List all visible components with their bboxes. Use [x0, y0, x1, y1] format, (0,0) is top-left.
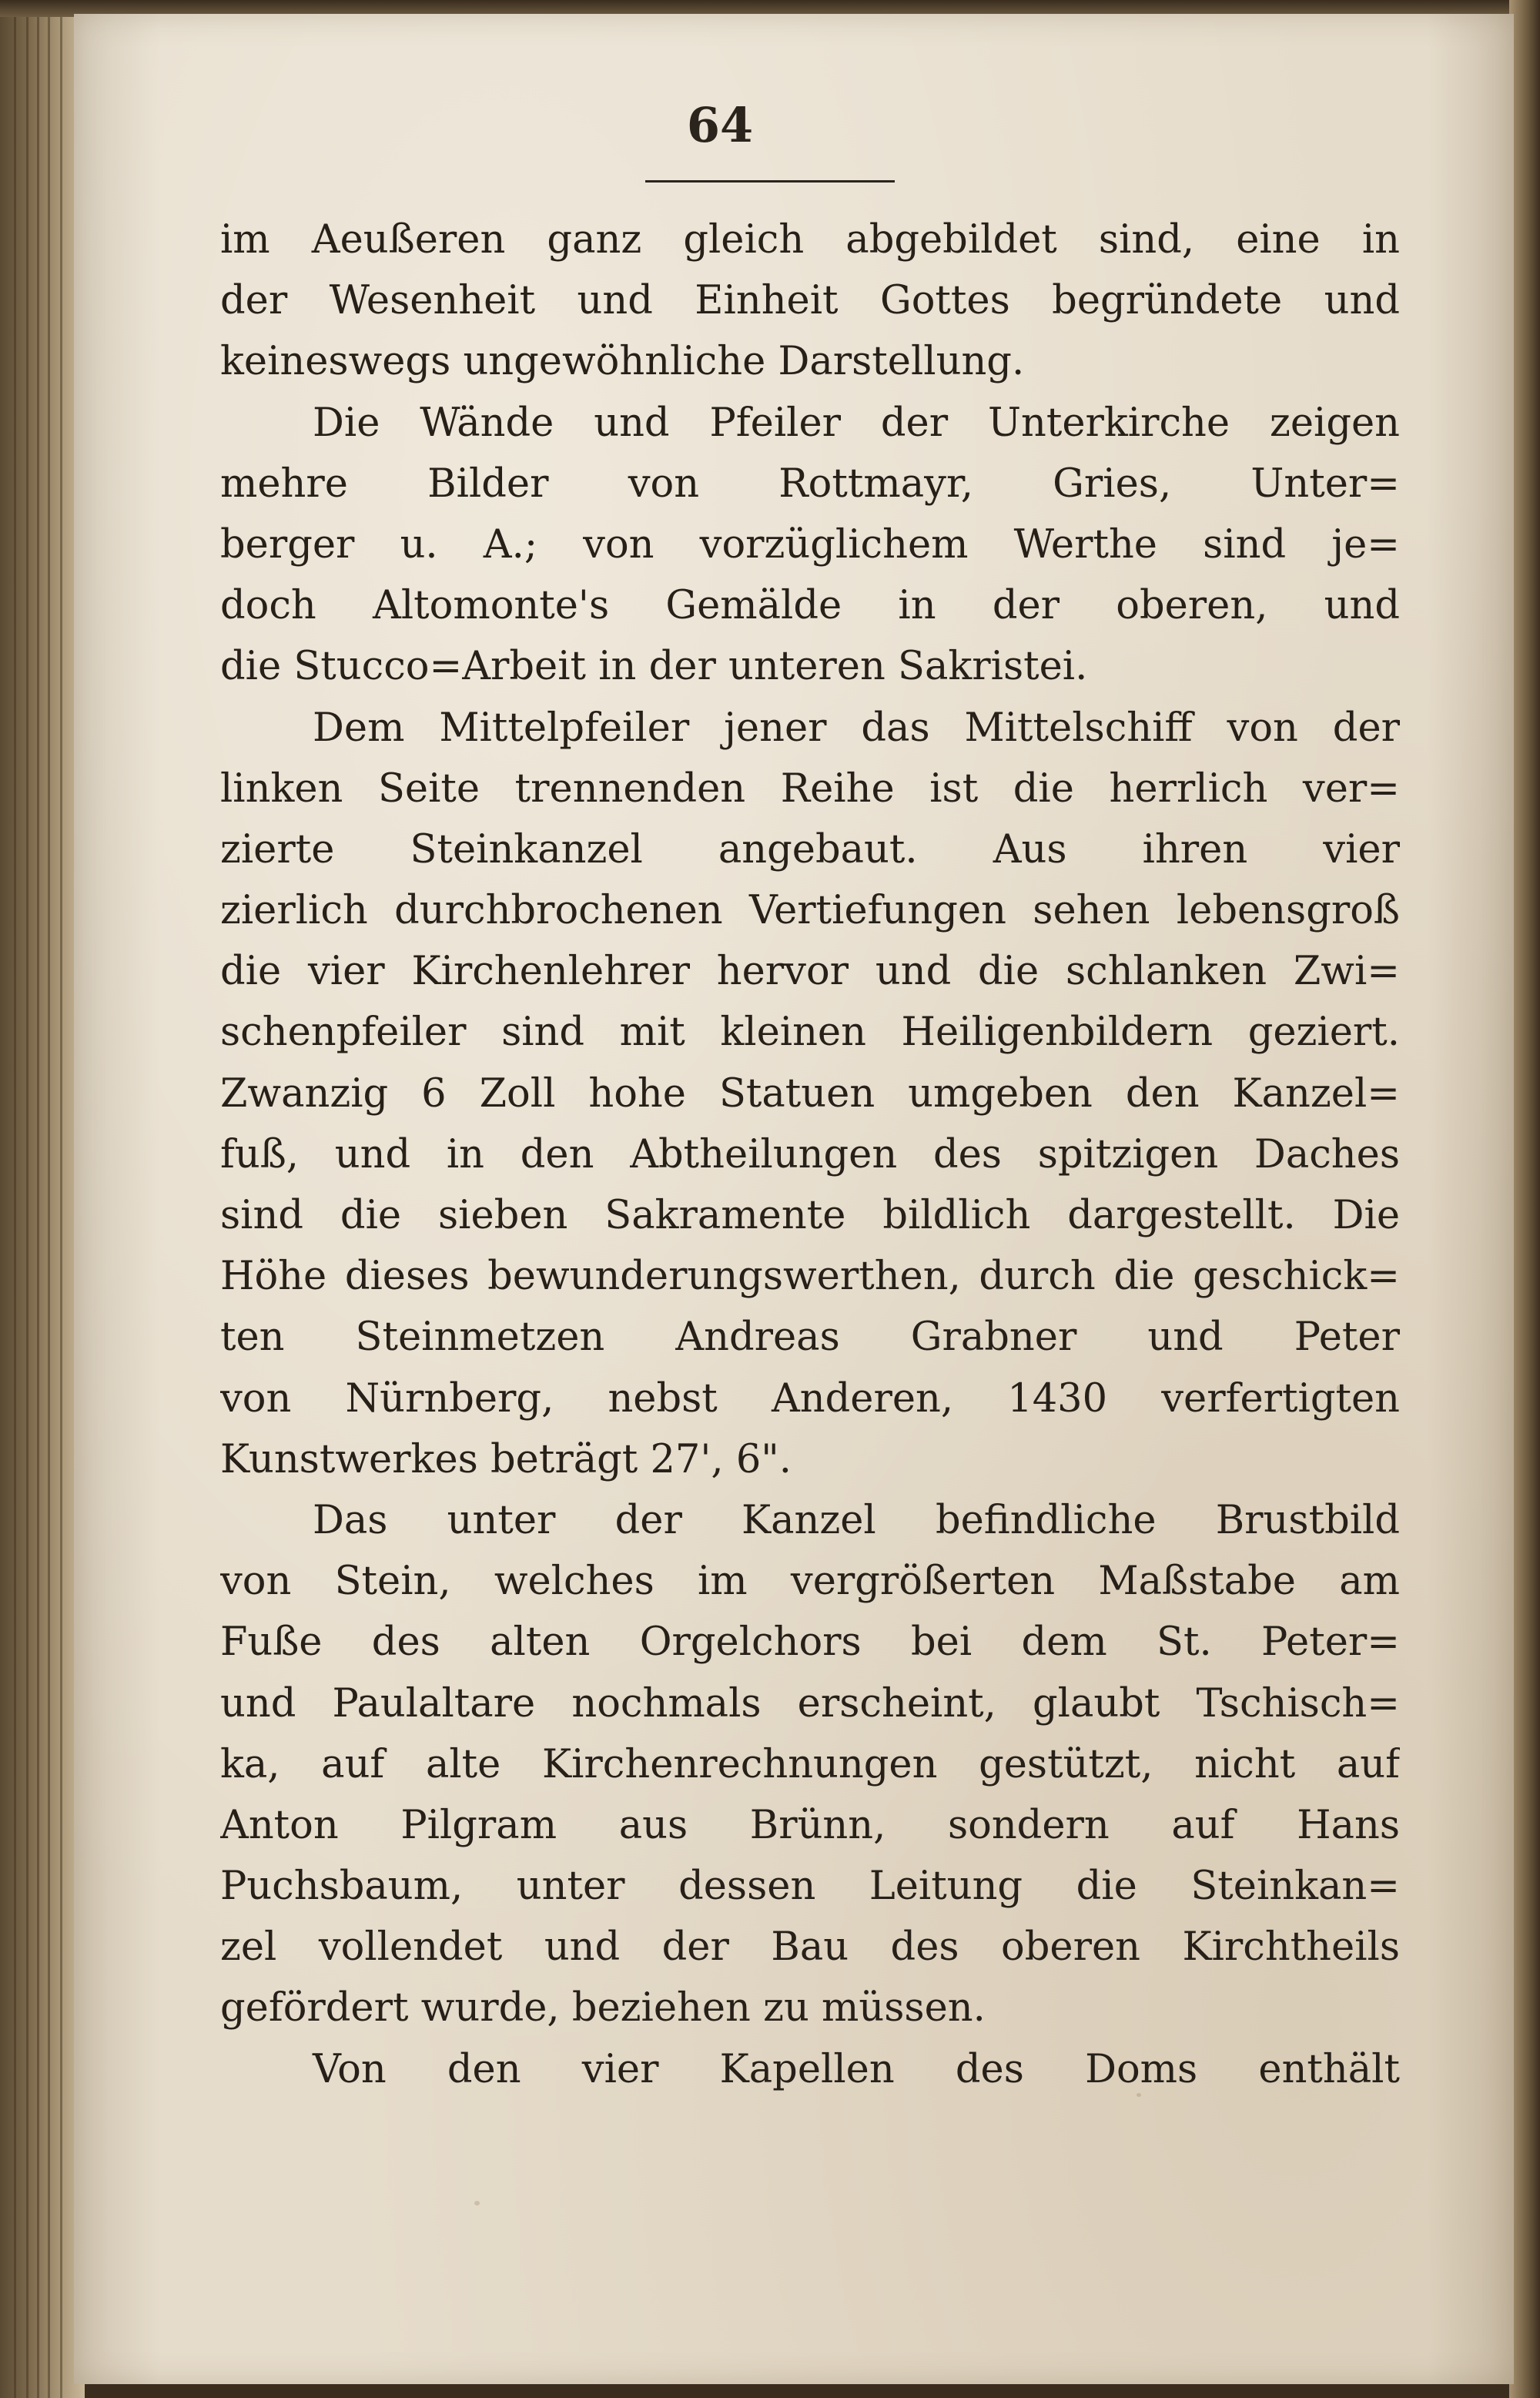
text-line: Fuße des alten Orgelchors bei dem St. Peter=	[220, 1619, 1400, 1666]
body-text	[220, 209, 1400, 2100]
page-edge-line	[48, 0, 50, 2398]
text-line: ka, auf alte Kirchenrechnungen gestützt, nicht auf	[220, 1741, 1400, 1787]
text-line: zierlich durchbrochenen Vertiefungen sehen lebensgroß	[220, 888, 1400, 934]
text-line: Kunstwerkes beträgt 27', 6".	[220, 1436, 792, 1482]
text-line: Anton Pilgram aus Brünn, sondern auf Hans	[220, 1802, 1400, 1848]
text-line: ten Steinmetzen Andreas Grabner und Peter	[220, 1315, 1400, 1361]
text-line: fuß, und in den Abtheilungen des spitzigen Daches	[220, 1131, 1400, 1177]
text-line: Dem Mittelpfeiler jener das Mittelschiff von der	[313, 705, 1400, 751]
text-line: mehre Bilder von Rottmayr, Gries, Unter=	[220, 461, 1400, 507]
header-rule	[645, 180, 895, 183]
text-line: und Paulaltare nochmals erscheint, glaubt Tschisch=	[220, 1680, 1400, 1726]
page-edge-line	[14, 0, 16, 2398]
paper-spot	[474, 2201, 480, 2205]
text-line: im Aeußeren ganz gleich abgebildet sind, eine in	[220, 217, 1400, 263]
page-number: 64	[686, 97, 754, 153]
text-line: keineswegs ungewöhnliche Darstellung.	[220, 339, 1025, 385]
text-line: Von den vier Kapellen des Doms enthält	[313, 2046, 1400, 2092]
text-line: linken Seite trennenden Reihe ist die herrlich ver=	[220, 765, 1400, 812]
text-line: Die Wände und Pfeiler der Unterkirche zeigen	[313, 400, 1400, 446]
text-line: zel vollendet und der Bau des oberen Kirchtheils	[220, 1924, 1400, 1971]
page-edge-line	[26, 0, 28, 2398]
page-edge-line	[60, 0, 62, 2398]
text-line: von Stein, welches im vergrößerten Maßstabe am	[220, 1559, 1400, 1605]
text-line: die vier Kirchenlehrer hervor und die schlanken Zwi=	[220, 949, 1400, 995]
text-line: der Wesenheit und Einheit Gottes begründete und	[220, 278, 1400, 324]
text-line: Zwanzig 6 Zoll hohe Statuen umgeben den Kanzel=	[220, 1070, 1400, 1117]
text-line: Höhe dieses bewunderungswerthen, durch die geschick=	[220, 1254, 1400, 1300]
text-line: gefördert wurde, beziehen zu müssen.	[220, 1985, 986, 2031]
right-edge	[1509, 0, 1540, 2398]
text-line: zierte Steinkanzel angebaut. Aus ihren vier	[220, 826, 1400, 872]
text-line: die Stucco=Arbeit in der unteren Sakristei.	[220, 644, 1088, 690]
text-line: von Nürnberg, nebst Anderen, 1430 verfertigten	[220, 1375, 1400, 1422]
text-line: schenpfeiler sind mit kleinen Heiligenbildern geziert.	[220, 1010, 1400, 1056]
text-line: Puchsbaum, unter dessen Leitung die Steinkan=	[220, 1864, 1400, 1910]
page-edge-line	[37, 0, 39, 2398]
text-line: doch Altomonte's Gemälde in der oberen, und	[220, 583, 1400, 629]
text-line: Das unter der Kanzel befindliche Brustbild	[313, 1497, 1400, 1543]
book-spine-edge	[0, 0, 85, 2398]
text-line: sind die sieben Sakramente bildlich dargestellt. Die	[220, 1193, 1400, 1238]
text-line: berger u. A.; von vorzüglichem Werthe sind je=	[220, 521, 1400, 568]
